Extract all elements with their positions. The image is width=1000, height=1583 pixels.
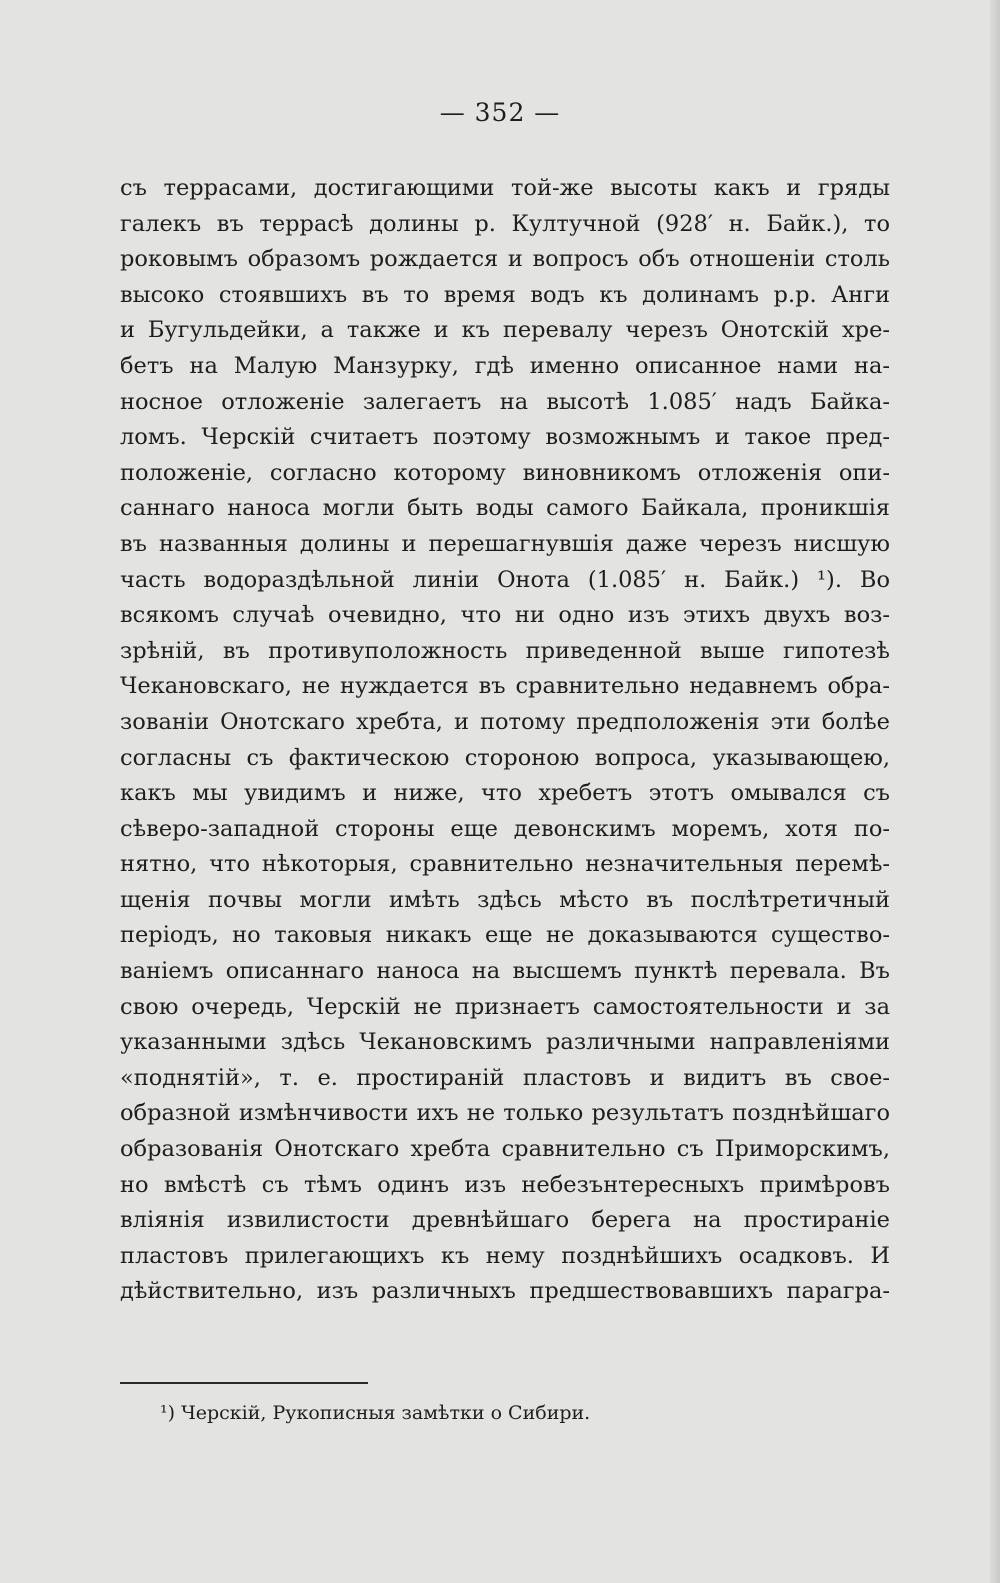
text-line: съ террасами, достигающими той-же высоты какъ и гряды bbox=[120, 175, 890, 201]
text-line: зованіи Онотскаго хребта, и потому предположенія эти болѣе bbox=[120, 708, 890, 735]
page-edge-shadow bbox=[990, 0, 1000, 1583]
text-line: Чекановскаго, не нуждается въ сравнительно недавнемъ обра- bbox=[120, 673, 890, 700]
text-line: ломъ. Черскій считаетъ поэтому возможнымъ и такое пред- bbox=[120, 424, 890, 451]
text-line: но вмѣстѣ съ тѣмъ одинъ изъ небезънтересныхъ примѣровъ bbox=[120, 1171, 890, 1198]
text-line: носное отложеніе залегаетъ на высотѣ 1.085′ надъ Байка- bbox=[120, 388, 890, 415]
text-line: бетъ на Малую Манзурку, гдѣ именно описанное нами на- bbox=[120, 352, 890, 379]
text-line: галекъ въ террасѣ долины р. Култучной (928′ н. Байк.), то bbox=[120, 210, 890, 237]
text-line: роковымъ образомъ рождается и вопросъ объ отношеніи столь bbox=[120, 246, 890, 273]
text-line: образной измѣнчивости ихъ не только результатъ позднѣйшаго bbox=[120, 1100, 890, 1127]
footnote-divider bbox=[120, 1382, 368, 1384]
text-line: положеніе, согласно которому виновникомъ отложенія опи- bbox=[120, 459, 890, 486]
text-line: указанными здѣсь Чекановскимъ различными направленіями bbox=[120, 1029, 890, 1056]
text-line: вліянія извилистости древнѣйшаго берега на простираніе bbox=[120, 1207, 890, 1234]
body-text bbox=[120, 171, 890, 1310]
text-line: періодъ, но таковыя никакъ еще не доказываются существо- bbox=[120, 922, 890, 949]
footnote-text: Черскій, Рукописныя замѣтки о Сибири. bbox=[175, 1402, 591, 1424]
footnote bbox=[160, 1402, 590, 1424]
text-line: всякомъ случаѣ очевидно, что ни одно изъ этихъ двухъ воз- bbox=[120, 602, 890, 629]
text-line: саннаго наноса могли быть воды самого Байкала, проникшія bbox=[120, 495, 890, 522]
text-line: щенія почвы могли имѣть здѣсь мѣсто въ послѣтретичный bbox=[120, 886, 890, 913]
text-line: образованія Онотскаго хребта сравнительно съ Приморскимъ, bbox=[120, 1136, 890, 1163]
text-line: согласны съ фактическою стороною вопроса, указывающею, bbox=[120, 744, 890, 771]
text-line: дѣйствительно, изъ различныхъ предшествовавшихъ парагра- bbox=[120, 1278, 890, 1305]
footnote-marker: ¹) bbox=[160, 1402, 176, 1424]
text-line: въ названныя долины и перешагнувшія даже черезъ нисшую bbox=[120, 530, 890, 557]
text-line: сѣверо-западной стороны еще девонскимъ моремъ, хотя по- bbox=[120, 815, 890, 842]
text-line: часть водораздѣльной линіи Онота (1.085′ н. Байк.) ¹). Во bbox=[120, 566, 890, 593]
text-line: «поднятій», т. е. простираній пластовъ и видитъ въ свое- bbox=[120, 1064, 890, 1091]
text-line: свою очередь, Черскій не признаетъ самостоятельности и за bbox=[120, 993, 890, 1020]
text-line: ваніемъ описаннаго наноса на высшемъ пунктѣ перевала. Въ bbox=[120, 958, 890, 985]
text-line: зрѣній, въ противуположность приведенной выше гипотезѣ bbox=[120, 637, 890, 664]
page-number: — 352 — bbox=[439, 98, 561, 127]
text-line: нятно, что нѣкоторыя, сравнительно незначительныя перемѣ- bbox=[120, 851, 890, 878]
text-line: высоко стоявшихъ въ то время водъ къ долинамъ р.р. Анги bbox=[120, 281, 890, 308]
text-line: пластовъ прилегающихъ къ нему позднѣйшихъ осадковъ. И bbox=[120, 1242, 890, 1269]
text-line: какъ мы увидимъ и ниже, что хребетъ этотъ омывался съ bbox=[120, 780, 890, 807]
text-line: и Бугульдейки, а также и къ перевалу черезъ Онотскій хре- bbox=[120, 317, 890, 344]
